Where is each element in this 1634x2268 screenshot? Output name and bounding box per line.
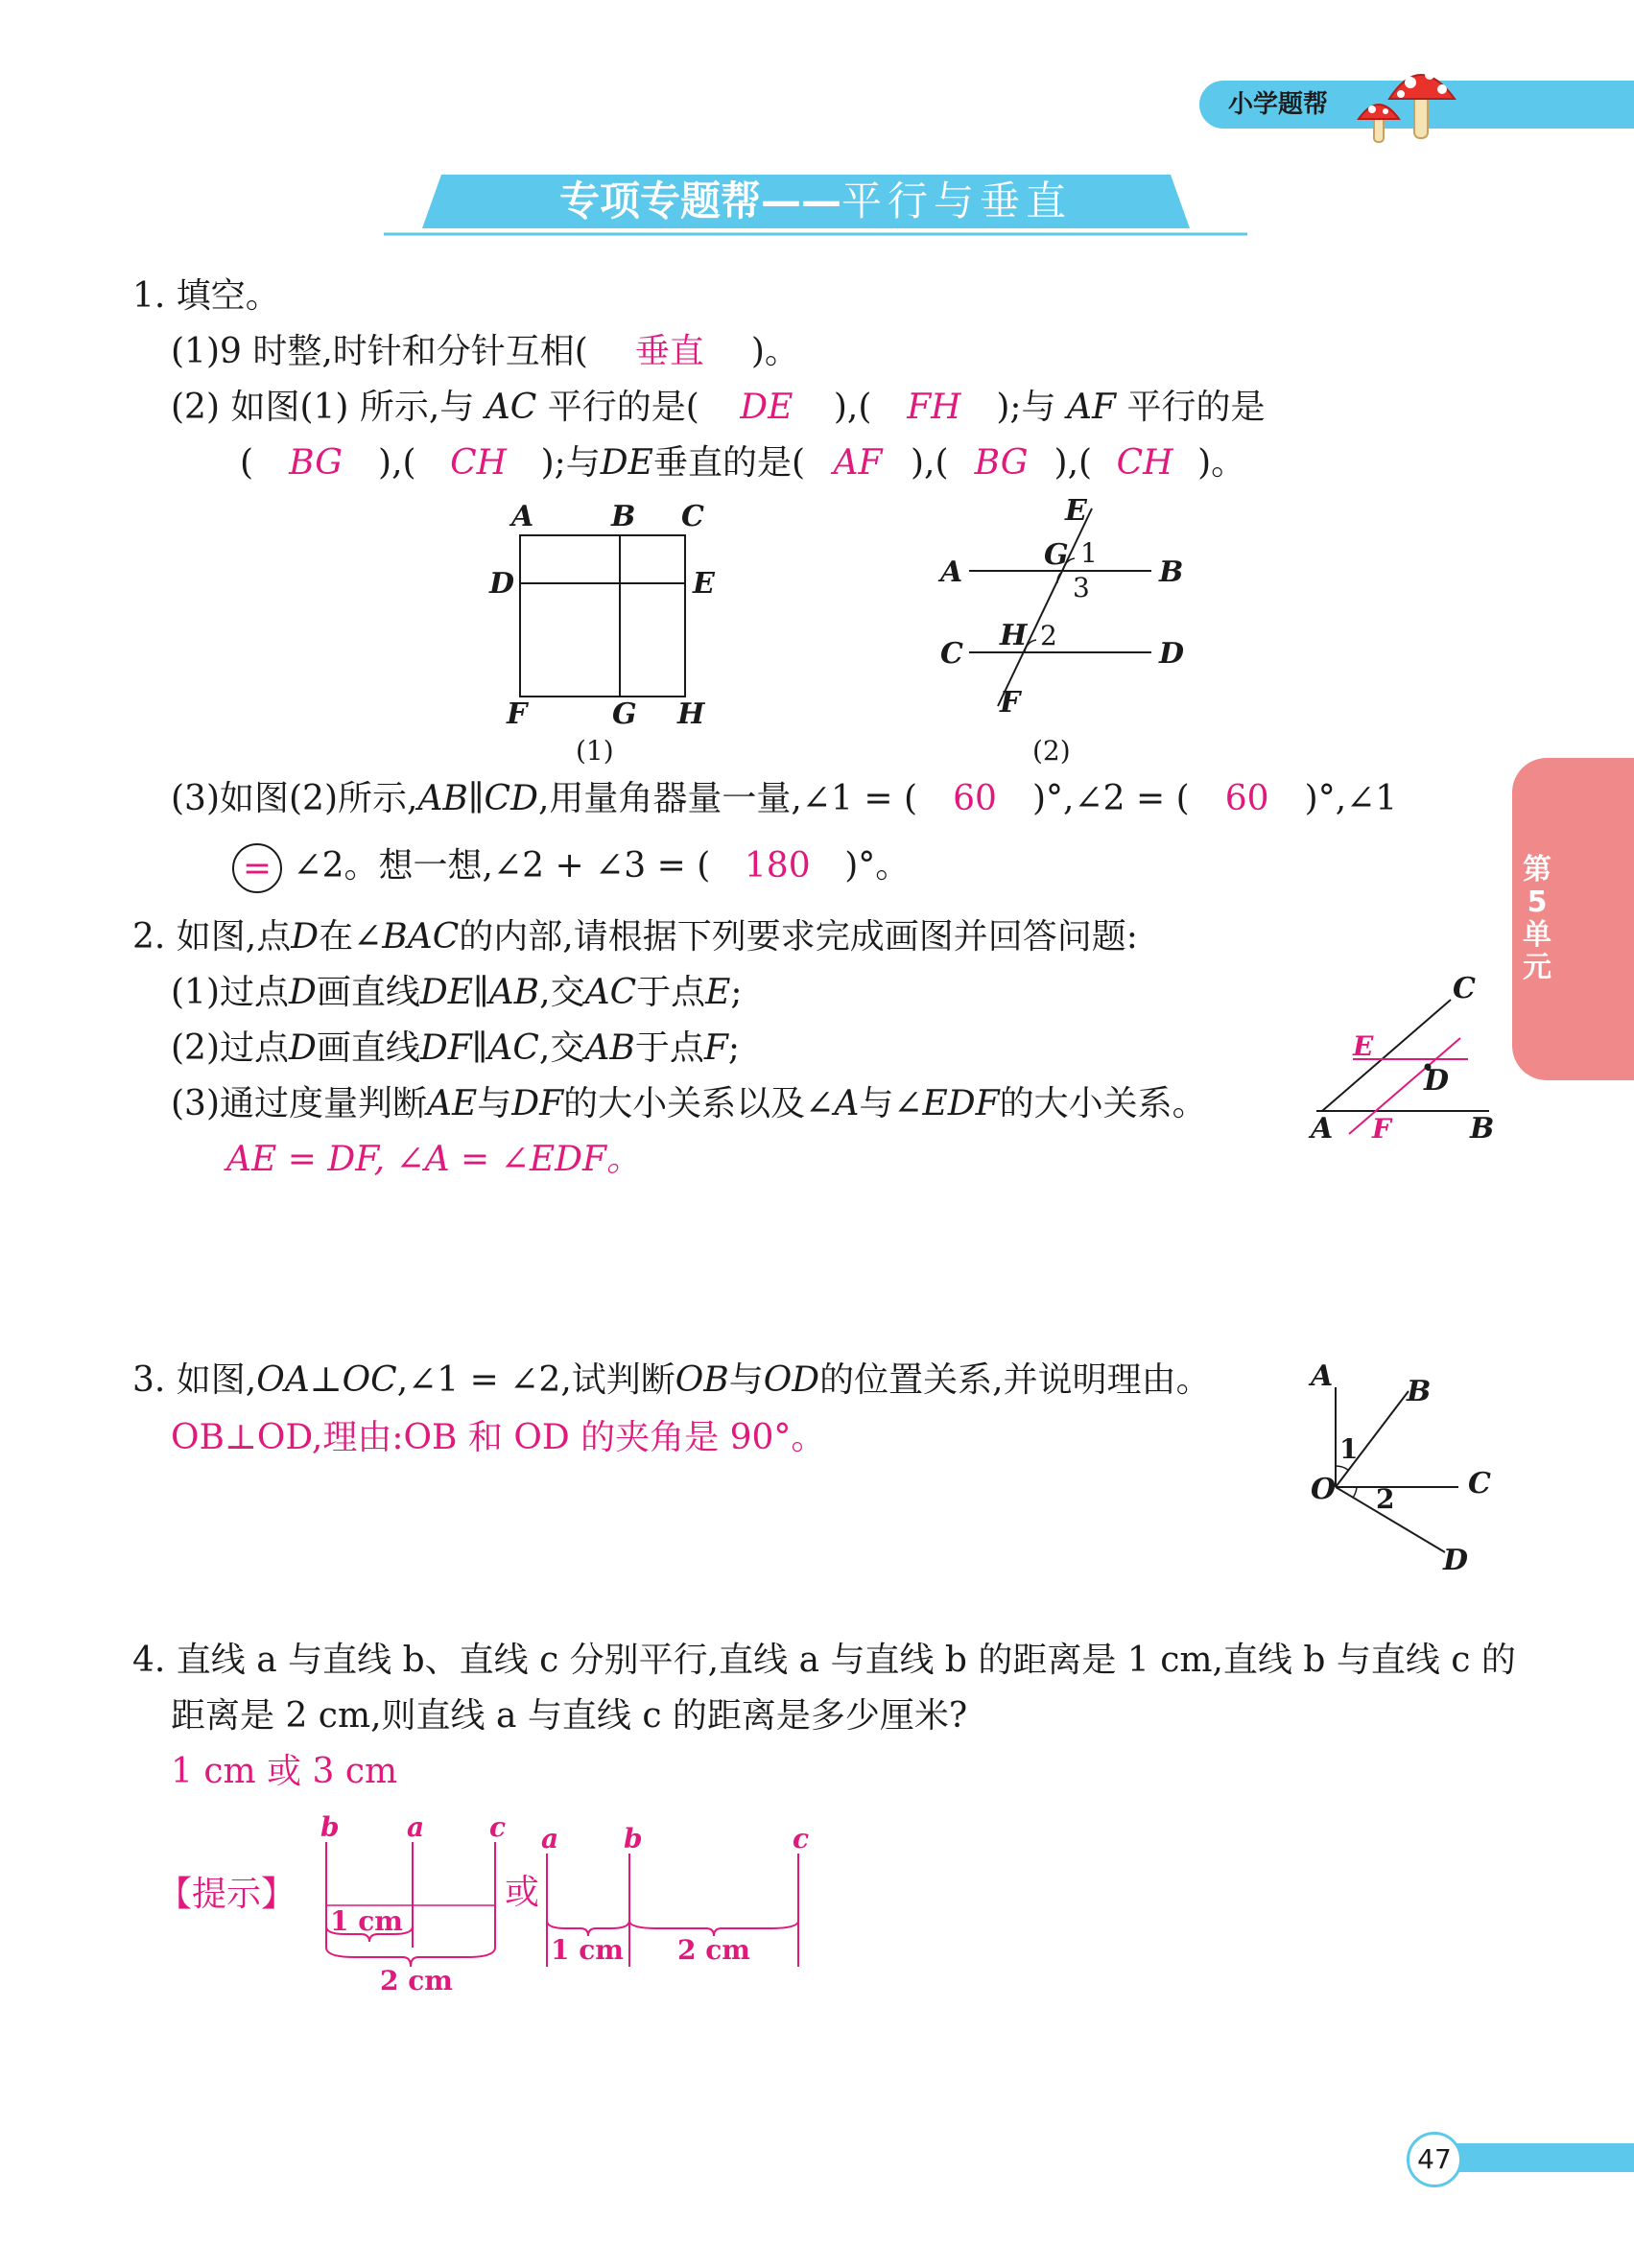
q1-part3-line1: (3)如图(2)所示,AB∥CD,用量角器量一量,∠1 = ( 60 )°,∠2 = ( 60 )°,∠1 xyxy=(171,775,1397,823)
q3-fig-label-D: D xyxy=(1443,1544,1469,1577)
q4-hint-label: 【提示】 xyxy=(157,1875,296,1914)
q4-left-dist-1: 1 cm xyxy=(330,1905,403,1937)
q1-part3-circle-answer: = xyxy=(232,843,282,893)
fig1-label-D: D xyxy=(489,567,515,601)
title-main: 专项专题帮 xyxy=(558,177,761,224)
q2-fig-label-C: C xyxy=(1453,972,1476,1005)
q4-left-line-c: c xyxy=(489,1813,507,1843)
fig2-label-2: 2 xyxy=(1040,620,1057,651)
q1-heading: 1. 填空。 xyxy=(132,276,280,316)
q4-question-line1: 4. 直线 a 与直线 b、直线 c 分别平行,直线 a 与直线 b 的距离是 1 cm,直线 b 与直线 c 的 xyxy=(132,1641,1516,1680)
fig2-label-H: H xyxy=(1000,619,1028,652)
q1-part2-line2: ( BG ),( CH );与DE垂直的是( AF ),( BG ),( CH )。 xyxy=(240,439,1245,487)
q3-fig-label-2: 2 xyxy=(1376,1483,1395,1515)
q1-part2-answer-1: DE xyxy=(740,388,793,427)
title-topic: 平行与垂直 xyxy=(841,177,1073,224)
q1-part1: (1)9 时整,时针和分针互相( 垂直 )。 xyxy=(171,328,799,376)
q4-question-line2: 距离是 2 cm,则直线 a 与直线 c 的距离是多少厘米? xyxy=(171,1696,968,1736)
q1-part3-answer-1: 60 xyxy=(953,779,997,818)
q1-part1-answer: 垂直 xyxy=(634,332,704,371)
unit-side-tab-label: 第5单元 xyxy=(1523,853,1551,984)
fig1-caption: (1) xyxy=(576,735,614,767)
q2-figure xyxy=(1305,959,1506,1151)
fig1-label-A: A xyxy=(511,500,534,533)
fig2-label-1: 1 xyxy=(1080,537,1098,569)
q1-part3-answer-3: 180 xyxy=(744,846,811,886)
figure-2-parallel xyxy=(921,489,1199,768)
q2-step1: (1)过点D画直线DE∥AB,交AC于点E; xyxy=(171,973,743,1012)
fig1-label-F: F xyxy=(507,697,528,731)
q4-left-line-a: a xyxy=(407,1813,425,1843)
q3-fig-label-1: 1 xyxy=(1339,1433,1359,1465)
q1-part3-answer-2: 60 xyxy=(1224,779,1269,818)
fig2-label-F: F xyxy=(1000,686,1021,720)
fig2-label-3: 3 xyxy=(1073,572,1090,603)
q2-step2: (2)过点D画直线DF∥AC,交AB于点F; xyxy=(171,1028,740,1068)
q4-hint-figure-left xyxy=(307,1813,518,1996)
fig1-label-C: C xyxy=(681,500,704,533)
fig1-label-G: G xyxy=(612,697,637,731)
q1-part2-answer-4: CH xyxy=(450,443,508,483)
fig2-label-D: D xyxy=(1159,637,1185,671)
fig2-label-B: B xyxy=(1159,555,1184,589)
q2-fig-label-E: E xyxy=(1353,1030,1374,1062)
q2-step3: (3)通过度量判断AE与DF的大小关系以及∠A与∠EDF的大小关系。 xyxy=(171,1084,1207,1123)
q2-fig-label-F: F xyxy=(1372,1113,1391,1145)
page-number-bar xyxy=(1444,2143,1634,2172)
fig1-label-B: B xyxy=(611,500,636,533)
brand-label: 小学题帮 xyxy=(1228,90,1329,119)
q4-right-dist-2: 2 cm xyxy=(677,1934,750,1966)
q1-part2-answer-7: CH xyxy=(1116,443,1173,483)
figure-1-square xyxy=(480,489,748,768)
q2-heading: 2. 如图,点D在∠BAC的内部,请根据下列要求完成画图并回答问题: xyxy=(132,917,1138,957)
fig1-label-E: E xyxy=(693,567,715,601)
q1-part3-line2: = ∠2。想一想,∠2 + ∠3 = ( 180 )°。 xyxy=(232,842,910,893)
page-number: 47 xyxy=(1407,2132,1462,2187)
q2-fig-label-A: A xyxy=(1311,1112,1334,1146)
fig2-caption: (2) xyxy=(1032,735,1071,767)
q2-answer: AE = DF, ∠A = ∠EDF。 xyxy=(226,1140,641,1179)
q2-fig-label-B: B xyxy=(1470,1112,1495,1146)
q4-hint-figure-right xyxy=(528,1823,816,1986)
fig2-label-E: E xyxy=(1065,494,1087,528)
q1-part2-answer-5: AF xyxy=(833,443,883,483)
q4-or-text: 或 xyxy=(505,1873,540,1912)
fig2-label-A: A xyxy=(940,555,963,589)
q3-fig-label-C: C xyxy=(1468,1467,1491,1500)
q4-right-line-b: b xyxy=(624,1823,643,1855)
q4-right-line-c: c xyxy=(793,1823,810,1855)
q4-right-line-a: a xyxy=(541,1823,559,1855)
q3-fig-label-B: B xyxy=(1407,1375,1432,1408)
q3-fig-label-O: O xyxy=(1311,1473,1337,1506)
q1-part2-line1: (2) 如图(1) 所示,与 AC 平行的是( DE ),( FH );与 AF 平行的是 xyxy=(171,384,1265,432)
q1-part2-answer-3: BG xyxy=(289,443,343,483)
q3-fig-label-A: A xyxy=(1311,1359,1334,1393)
q3-answer: OB⊥OD,理由:OB 和 OD 的夹角是 90°。 xyxy=(171,1418,826,1457)
q4-left-dist-2: 2 cm xyxy=(380,1965,453,1996)
q3-question: 3. 如图,OA⊥OC,∠1 = ∠2,试判断OB与OD的位置关系,并说明理由。 xyxy=(132,1360,1211,1400)
fig2-label-G: G xyxy=(1044,538,1069,572)
q1-part2-answer-2: FH xyxy=(907,388,961,427)
q4-left-line-b: b xyxy=(320,1813,340,1843)
q2-fig-label-D: D xyxy=(1424,1064,1450,1098)
q1-part2-answer-6: BG xyxy=(974,443,1029,483)
q4-answer: 1 cm 或 3 cm xyxy=(171,1752,398,1791)
title-dash: —— xyxy=(761,177,841,224)
q3-figure xyxy=(1305,1353,1506,1583)
page-title xyxy=(384,175,1247,228)
mushroom-icon xyxy=(1351,56,1466,148)
fig1-label-H: H xyxy=(677,697,705,731)
q4-right-dist-1: 1 cm xyxy=(551,1934,624,1966)
fig2-label-C: C xyxy=(940,637,963,671)
